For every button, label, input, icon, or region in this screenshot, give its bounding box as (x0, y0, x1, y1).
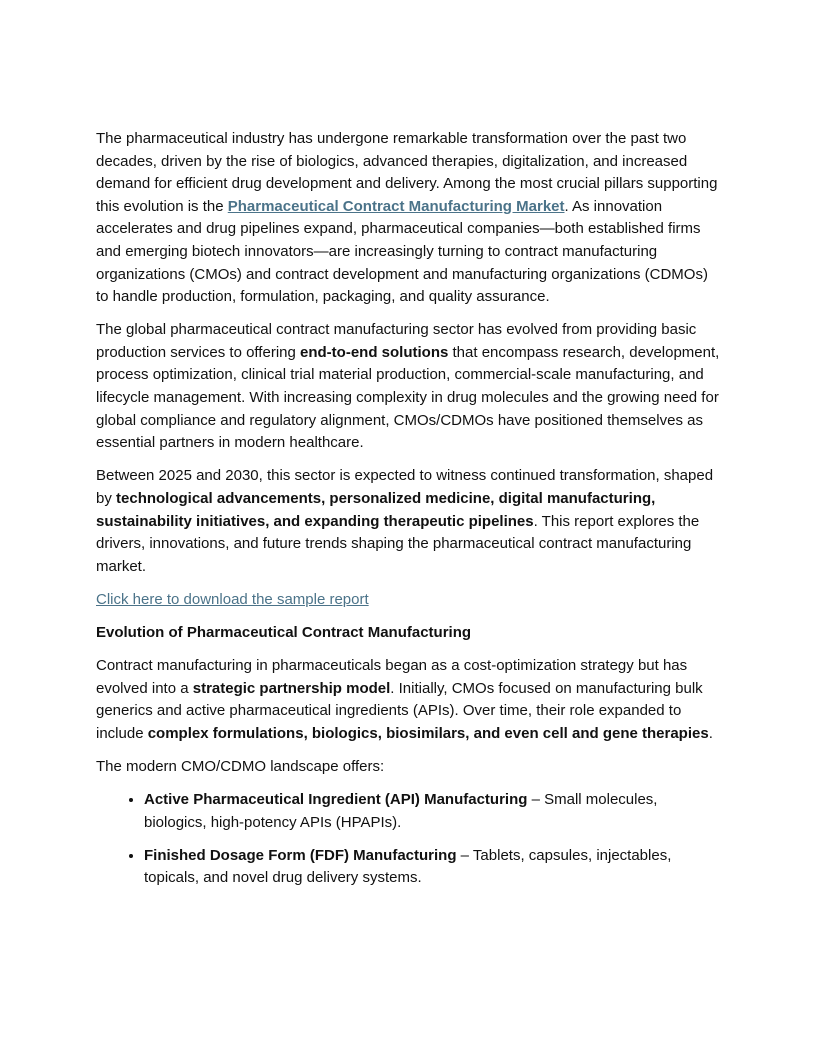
sector-text: The global pharmaceutical contract manufacturing sector has evolved from providing basic production services to offering (96, 321, 697, 361)
evolution-paragraph (96, 655, 724, 745)
document-body (96, 128, 724, 900)
outlook-text: Between 2025 and 2030, this sector is expected to witness continued transformation, shaped by (96, 467, 714, 507)
sector-paragraph (96, 319, 724, 455)
list-item-text: – Tablets, capsules, injectables, topicals, and novel drug delivery systems. (144, 846, 672, 887)
list-item (144, 845, 724, 890)
section-heading: Evolution of Pharmaceutical Contract Manufacturing (96, 623, 472, 641)
landscape-intro: The modern CMO/CDMO landscape offers: (96, 757, 385, 775)
list-item-text: – Small molecules, biologics, high-potency APIs (HPAPIs). (144, 790, 658, 831)
evolution-text: Contract manufacturing in pharmaceuticals began as a cost-optimization strategy but has evolved into a (96, 656, 688, 697)
outlook-bold: technological advancements, personalized medicine, digital manufacturing, sustainability initiatives, and expanding therapeutic pipelines (96, 489, 656, 530)
evolution-text-2: . Initially, CMOs focused on manufacturing bulk generics and active pharmaceutical ingredients (APIs). Over time, their role expanded to include (96, 679, 703, 742)
list-item (144, 789, 724, 834)
sector-bold: end-to-end solutions (300, 343, 449, 361)
offerings-list (96, 789, 724, 890)
evolution-text-3: . (708, 724, 713, 742)
list-item-title: Active Pharmaceutical Ingredient (API) Manufacturing (144, 790, 528, 808)
download-sample-link[interactable]: Click here to download the sample report (96, 590, 369, 608)
evolution-bold-1: strategic partnership model (192, 679, 391, 697)
intro-paragraph (96, 128, 724, 309)
list-item-title: Finished Dosage Form (FDF) Manufacturing (144, 846, 457, 864)
intro-text-continued: . As innovation accelerates and drug pipelines expand, pharmaceutical companies—both established firms and emerging biotech innovators—are increasingly turning to contract manufacturing organizations (CMOs) and contract development and manufacturing organizations (CDMOs) to handle production, formulation, packaging, and quality assurance. (96, 197, 708, 306)
download-paragraph (96, 589, 724, 612)
market-link[interactable]: Pharmaceutical Contract Manufacturing Market (227, 197, 565, 215)
sector-text-continued: that encompass research, development, process optimization, clinical trial material production, commercial-scale manufacturing, and lifecycle management. With increasing complexity in drug molecules and the growing need for global compliance and regulatory alignment, CMOs/CDMOs have positioned themselves as essential partners in modern healthcare. (96, 343, 720, 452)
outlook-paragraph (96, 465, 724, 578)
evolution-bold-2: complex formulations, biologics, biosimilars, and even cell and gene therapies (147, 724, 709, 742)
outlook-text-continued: . This report explores the drivers, innovations, and future trends shaping the pharmaceutical contract manufacturing market. (96, 512, 700, 575)
intro-text: The pharmaceutical industry has undergone remarkable transformation over the past two decades, driven by the rise of biologics, advanced therapies, digitalization, and increased demand for efficient drug development and delivery. Among the most crucial pillars supporting this evolution is the (96, 130, 718, 215)
